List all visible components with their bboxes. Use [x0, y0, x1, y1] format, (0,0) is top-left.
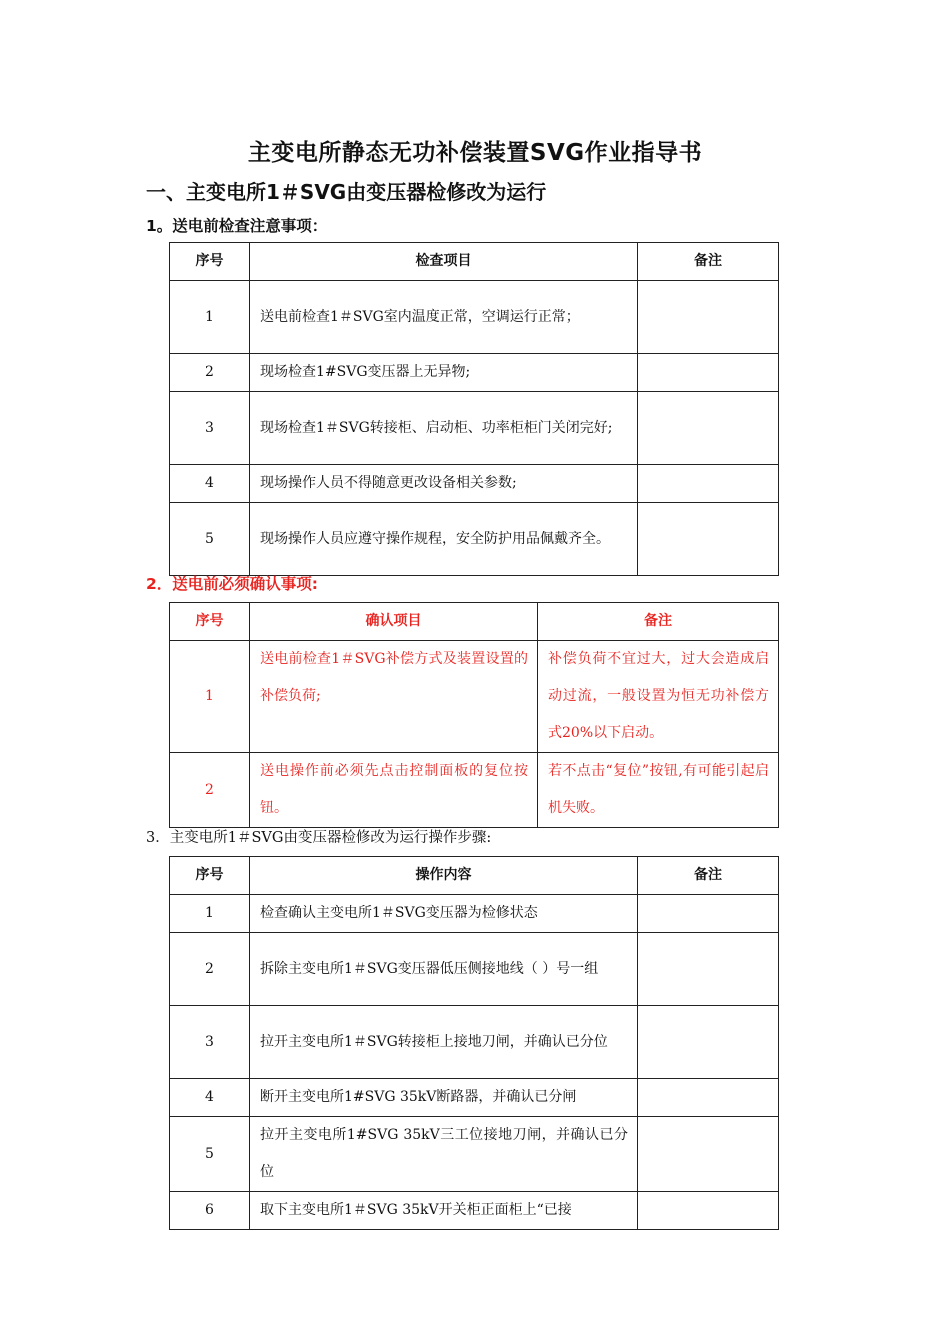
table-header-row — [170, 857, 779, 895]
header-note: 备注 — [638, 857, 779, 895]
row-item: 送电前检查1＃SVG室内温度正常，空调运行正常； — [250, 281, 638, 354]
row-item: 取下主变电所1＃SVG 35kV开关柜正面柜上“已接 — [250, 1192, 638, 1230]
table-row — [170, 641, 779, 753]
row-item: 断开主变电所1#SVG 35kV断路器，并确认已分闸 — [250, 1079, 638, 1117]
row-note — [638, 1192, 779, 1230]
check-items-heading: 1。送电前检查注意事项： — [146, 217, 328, 235]
row-note: 若不点击“复位”按钮,有可能引起启机失败。 — [538, 753, 779, 828]
table-row — [170, 753, 779, 828]
header-note: 备注 — [638, 243, 779, 281]
row-item: 现场检查1#SVG变压器上无异物; — [250, 354, 638, 392]
row-note — [638, 933, 779, 1006]
row-no: 4 — [170, 1079, 250, 1117]
row-note — [638, 503, 779, 576]
row-item: 现场检查1＃SVG转接柜、启动柜、功率柜柜门关闭完好; — [250, 392, 638, 465]
header-no: 序号 — [170, 243, 250, 281]
document-title: 主变电所静态无功补偿装置SVG作业指导书 — [247, 140, 703, 166]
header-item: 确认项目 — [250, 603, 538, 641]
row-item: 送电操作前必须先点击控制面板的复位按钮。 — [250, 753, 538, 828]
row-note — [638, 895, 779, 933]
row-no: 1 — [170, 641, 250, 753]
row-note — [638, 1117, 779, 1192]
table-row — [170, 503, 779, 576]
header-item: 操作内容 — [250, 857, 638, 895]
row-no: 4 — [170, 465, 250, 503]
table-row — [170, 1192, 779, 1230]
row-no: 5 — [170, 503, 250, 576]
operation-steps-table — [169, 856, 779, 1230]
table-header-row — [170, 603, 779, 641]
row-item: 现场操作人员不得随意更改设备相关参数; — [250, 465, 638, 503]
table-row — [170, 1117, 779, 1192]
header-no: 序号 — [170, 857, 250, 895]
confirm-items-heading: 2．送电前必须确认事项: — [146, 575, 318, 593]
table-row — [170, 933, 779, 1006]
row-note — [638, 1006, 779, 1079]
table-row — [170, 1079, 779, 1117]
row-item: 拉开主变电所1#SVG 35kV三工位接地刀闸，并确认已分位 — [250, 1117, 638, 1192]
row-note — [638, 465, 779, 503]
row-no: 2 — [170, 354, 250, 392]
row-item: 检查确认主变电所1＃SVG变压器为检修状态 — [250, 895, 638, 933]
table-row — [170, 1006, 779, 1079]
check-items-table — [169, 242, 779, 576]
row-no: 1 — [170, 895, 250, 933]
table-row — [170, 465, 779, 503]
row-note: 补偿负荷不宜过大，过大会造成启动过流，一般设置为恒无功补偿方式20%以下启动。 — [538, 641, 779, 753]
table-row — [170, 281, 779, 354]
header-note: 备注 — [538, 603, 779, 641]
table-row — [170, 392, 779, 465]
section-heading: 一、主变电所1＃SVG由变压器检修改为运行 — [146, 180, 547, 204]
table-row — [170, 895, 779, 933]
row-no: 1 — [170, 281, 250, 354]
row-note — [638, 281, 779, 354]
header-item: 检查项目 — [250, 243, 638, 281]
row-no: 3 — [170, 1006, 250, 1079]
row-item: 拆除主变电所1＃SVG变压器低压侧接地线（ ）号一组 — [250, 933, 638, 1006]
operation-steps-heading: 3．主变电所1＃SVG由变压器检修改为运行操作步骤: — [146, 830, 492, 846]
header-no: 序号 — [170, 603, 250, 641]
row-item: 现场操作人员应遵守操作规程，安全防护用品佩戴齐全。 — [250, 503, 638, 576]
row-item: 送电前检查1＃SVG补偿方式及装置设置的补偿负荷; — [250, 641, 538, 753]
row-note — [638, 392, 779, 465]
row-no: 6 — [170, 1192, 250, 1230]
row-item: 拉开主变电所1＃SVG转接柜上接地刀闸，并确认已分位 — [250, 1006, 638, 1079]
row-note — [638, 354, 779, 392]
confirm-items-table — [169, 602, 779, 828]
row-note — [638, 1079, 779, 1117]
row-no: 5 — [170, 1117, 250, 1192]
row-no: 3 — [170, 392, 250, 465]
row-no: 2 — [170, 933, 250, 1006]
table-row — [170, 354, 779, 392]
row-no: 2 — [170, 753, 250, 828]
table-header-row — [170, 243, 779, 281]
